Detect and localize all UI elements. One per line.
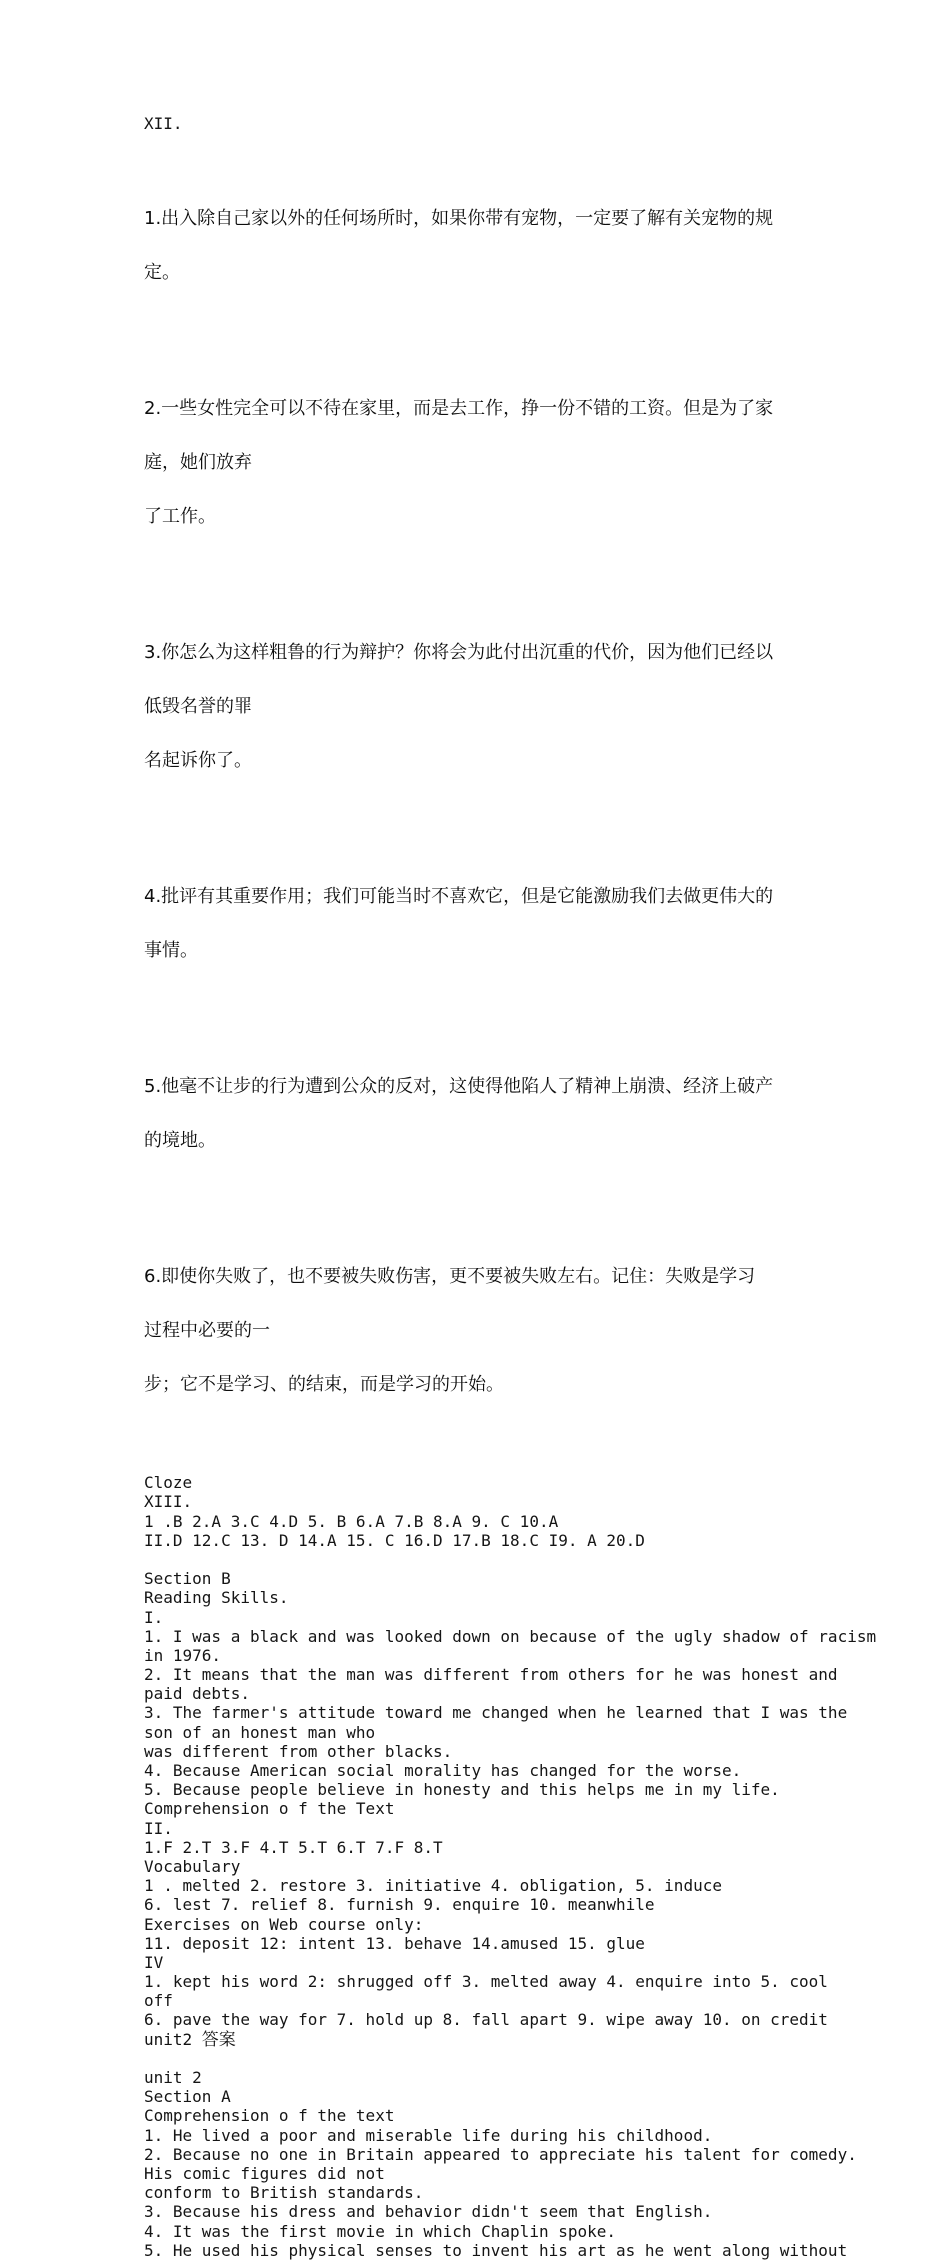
reading-answer-1: 1. I was a black and was looked down on because of the ugly shadow of racism — [144, 1626, 877, 1646]
unit2-answer-5: 5. He used his physical senses to invent his art as he went along without — [144, 2240, 848, 2260]
reading-answer-3: 3. The farmer's attitude toward me changed when he learned that I was the — [144, 1703, 848, 1723]
document-content — [144, 114, 877, 2260]
translation-line: 事情。 — [144, 940, 198, 962]
translation-item-5 — [144, 1039, 812, 1191]
section-xii-heading: XII. — [144, 114, 183, 133]
part-i-heading: I. — [144, 1607, 164, 1627]
unit2-answer-2: 2. Because no one in Britain appeared to appreciate his talent for comedy. — [144, 2144, 857, 2164]
section-b-title: Section B — [144, 1569, 231, 1589]
translation-item-3 — [144, 605, 812, 811]
translation-line: 了工作。 — [144, 506, 216, 528]
unit2-answer-prefix: unit2 — [144, 2029, 202, 2049]
unit2-answer-4: 4. It was the first movie in which Chaplin spoke. — [144, 2221, 617, 2241]
translation-line: 低毁名誉的罪 — [144, 696, 252, 718]
reading-answer-3-cont: son of an honest man who — [144, 1722, 376, 1742]
web-course-answers: 11. deposit 12: intent 13. behave 14.amused 15. glue — [144, 1933, 645, 1953]
phrase-answers-1-cont: off — [144, 1991, 173, 2011]
translation-line: 1.出入除自己家以外的任何场所时，如果你带有宠物，一定要了解有关宠物的规 — [144, 208, 774, 230]
translation-item-2 — [144, 361, 812, 567]
translation-list — [144, 133, 812, 1473]
translation-line: 5.他毫不让步的行为遭到公众的反对，这使得他陷人了精神上崩溃、经济上破产 — [144, 1076, 774, 1098]
part-iv-heading: IV — [144, 1952, 164, 1972]
unit2-answer-cjk: 答案 — [201, 2029, 236, 2050]
translation-line: 步；它不是学习、的结束，而是学习的开始。 — [144, 1374, 504, 1396]
reading-answer-5: 5. Because people believe in honesty and this helps me in my life. — [144, 1780, 780, 1800]
translation-item-1 — [144, 171, 812, 323]
translation-line: 2.一些女性完全可以不待在家里，而是去工作，挣一份不错的工资。但是为了家 — [144, 398, 774, 420]
translation-line: 过程中必要的一 — [144, 1320, 270, 1342]
reading-answer-2-cont: paid debts. — [144, 1684, 250, 1704]
reading-answer-2: 2. It means that the man was different from others for he was honest and — [144, 1665, 838, 1685]
translation-line: 庭，她们放弃 — [144, 452, 252, 474]
translation-line: 名起诉你了。 — [144, 750, 252, 772]
translation-line: 6.即使你失败了，也不要被失败伤害，更不要被失败左右。记住：失败是学习 — [144, 1266, 756, 1288]
reading-skills-heading: Reading Skills. — [144, 1588, 289, 1608]
blank-line — [144, 1550, 812, 1569]
translation-line: 的境地。 — [144, 1130, 216, 1152]
unit2-answer-3: 3. Because his dress and behavior didn't seem that English. — [144, 2202, 713, 2222]
unit2-answer-2-cont: His comic figures did not — [144, 2163, 385, 2183]
cloze-label: Cloze — [144, 1473, 193, 1493]
vocabulary-answers-1: 1 . melted 2. restore 3. initiative 4. obligation, 5. induce — [144, 1876, 722, 1896]
unit2-section-title: Section A — [144, 2087, 231, 2107]
phrase-answers-1: 1. kept his word 2: shrugged off 3. melted away 4. enquire into 5. cool — [144, 1972, 828, 1992]
section-xiii-heading: XIII. — [144, 1492, 193, 1512]
vocabulary-answers-2: 6. lest 7. relief 8. furnish 9. enquire 10. meanwhile — [144, 1895, 655, 1915]
unit2-title: unit 2 — [144, 2068, 202, 2087]
unit2-answer-heading — [144, 2030, 812, 2049]
phrase-answers-2: 6. pave the way for 7. hold up 8. fall apart 9. wipe away 10. on credit — [144, 2010, 828, 2030]
reading-answer-4: 4. Because American social morality has changed for the worse. — [144, 1761, 742, 1780]
unit2-comprehension-heading: Comprehension o f the text — [144, 2106, 395, 2126]
translation-item-6 — [144, 1229, 812, 1435]
true-false-answers: 1.F 2.T 3.F 4.T 5.T 6.T 7.F 8.T — [144, 1837, 443, 1857]
translation-line: 3.你怎么为这样粗鲁的行为辩护？你将会为此付出沉重的代价，因为他们已经以 — [144, 642, 774, 664]
part-ii-heading: II. — [144, 1818, 173, 1838]
comprehension-heading: Comprehension o f the Text — [144, 1799, 395, 1819]
vocabulary-heading: Vocabulary — [144, 1856, 241, 1876]
cloze-answers-row-1: 1 .B 2.A 3.C 4.D 5. B 6.A 7.B 8.A 9. C 10.A — [144, 1511, 559, 1531]
translation-line: 4.批评有其重要作用；我们可能当时不喜欢它，但是它能激励我们去做更伟大的 — [144, 886, 774, 908]
translation-item-4 — [144, 849, 812, 1001]
web-course-heading: Exercises on Web course only: — [144, 1914, 424, 1934]
cloze-answers-row-2: II.D 12.C 13. D 14.A 15. C 16.D 17.B 18.C I9. A 20.D — [144, 1530, 645, 1550]
unit2-answer-2-cont: conform to British standards. — [144, 2183, 424, 2203]
unit2-answer-1: 1. He lived a poor and miserable life during his childhood. — [144, 2125, 713, 2145]
blank-line — [144, 2049, 812, 2068]
translation-line: 定。 — [144, 262, 180, 284]
reading-answer-3-cont: was different from other blacks. — [144, 1741, 453, 1761]
reading-answer-1-cont: in 1976. — [144, 1645, 222, 1665]
